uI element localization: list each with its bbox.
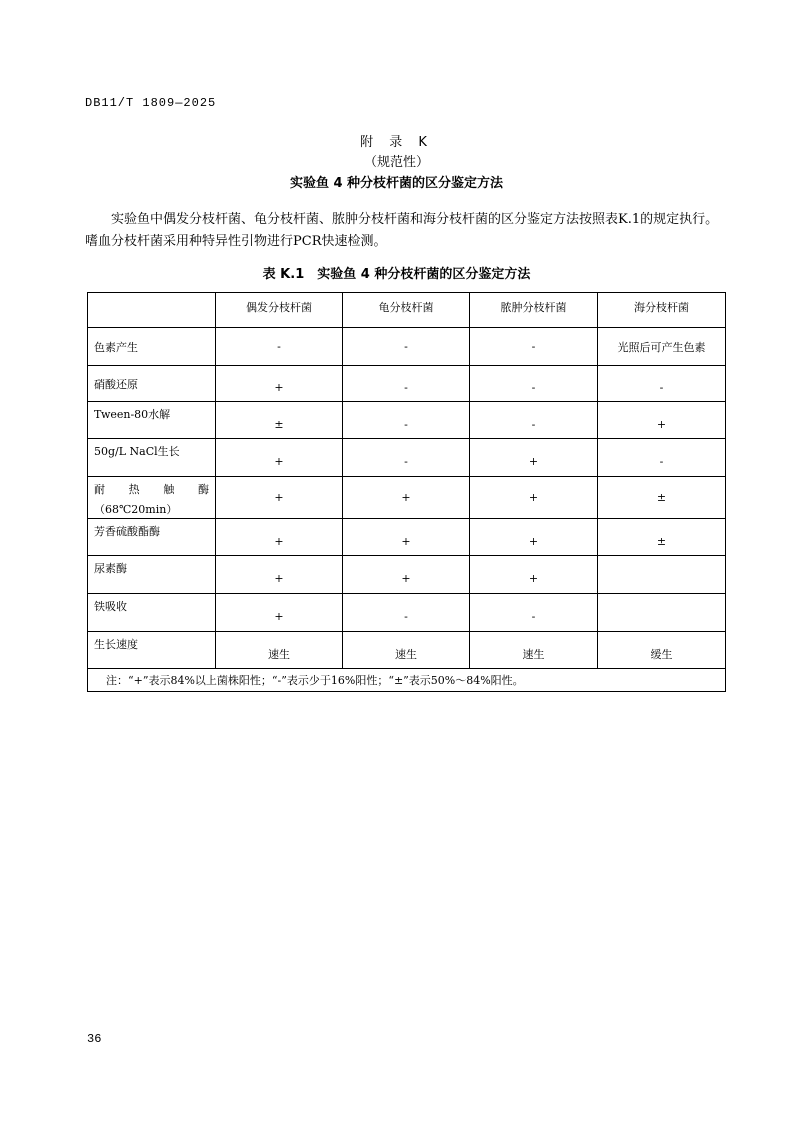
header-cell: 偶发分枝杆菌 — [216, 293, 343, 328]
table-note-row — [88, 669, 726, 692]
row-label: 色素产生 — [88, 328, 216, 366]
label-char: 触 — [163, 483, 175, 496]
appendix-type: （规范性） — [363, 155, 429, 170]
table-cell: + — [598, 402, 726, 439]
row-label: 芳香硫酸酯酶 — [88, 519, 216, 556]
table-cell: - — [470, 366, 598, 402]
table-row — [88, 594, 726, 632]
table-cell: ± — [216, 402, 343, 439]
body-paragraph: 实验鱼中偶发分枝杆菌、龟分枝杆菌、脓肿分枝杆菌和海分枝杆菌的区分鉴定方法按照表K.1的规定执行。嗜血分枝杆菌采用种特异性引物进行PCR快速检测。 — [85, 212, 719, 249]
table-cell: 缓生 — [598, 632, 726, 669]
page-number: 36 — [87, 1032, 102, 1046]
table-cell: 速生 — [216, 632, 343, 669]
table-row — [88, 328, 726, 366]
label-char: 热 — [128, 483, 140, 496]
table-cell: + — [216, 556, 343, 594]
row-label: 50g/L NaCl生长 — [88, 439, 216, 477]
table-cell: 速生 — [470, 632, 598, 669]
row-label: Tween-80水解 — [88, 402, 216, 439]
table-cell: + — [470, 519, 598, 556]
table-cell: - — [343, 594, 470, 632]
table-cell: - — [343, 402, 470, 439]
table-row — [88, 402, 726, 439]
table-row — [88, 519, 726, 556]
table-cell: - — [470, 328, 598, 366]
appendix-label: 附 录 K — [360, 135, 433, 150]
table-cell: - — [470, 402, 598, 439]
table-header-row — [88, 293, 726, 328]
table-cell: + — [216, 366, 343, 402]
label-char: 酶 — [197, 483, 209, 496]
table-cell: - — [470, 594, 598, 632]
label-char: 耐 — [94, 483, 105, 496]
header-cell: 海分枝杆菌 — [598, 293, 726, 328]
table-cell: - — [598, 439, 726, 477]
row-label — [88, 477, 216, 519]
table-row — [88, 439, 726, 477]
table-cell: - — [598, 366, 726, 402]
document-code: DB11/T 1809—2025 — [85, 96, 217, 110]
table-row — [88, 477, 726, 519]
table-cell: ± — [598, 519, 726, 556]
row-label-line2: （68℃20min） — [94, 503, 178, 516]
table-row — [88, 632, 726, 669]
table-cell: + — [216, 594, 343, 632]
table-cell: + — [216, 477, 343, 519]
header-cell-empty — [88, 293, 216, 328]
table-cell: + — [216, 519, 343, 556]
row-label-line1 — [94, 481, 209, 497]
table-cell: + — [470, 439, 598, 477]
table-cell: - — [216, 328, 343, 366]
table-cell: - — [343, 366, 470, 402]
table-cell: - — [343, 328, 470, 366]
table-caption: 表 K.1 实验鱼 4 种分枝杆菌的区分鉴定方法 — [262, 267, 531, 282]
table-cell: + — [343, 477, 470, 519]
table-cell: 速生 — [343, 632, 470, 669]
table-cell: + — [470, 477, 598, 519]
header-cell: 龟分枝杆菌 — [343, 293, 470, 328]
table-cell: ± — [598, 477, 726, 519]
table-note: 注：“+”表示84%以上菌株阳性；“-”表示少于16%阳性；“±”表示50%～84%阳性。 — [88, 669, 726, 692]
table-cell — [598, 594, 726, 632]
row-label: 铁吸收 — [88, 594, 216, 632]
table-cell: 光照后可产生色素 — [598, 328, 726, 366]
table-cell: + — [343, 519, 470, 556]
table-cell: - — [343, 439, 470, 477]
row-label: 生长速度 — [88, 632, 216, 669]
table-row — [88, 366, 726, 402]
table-row — [88, 556, 726, 594]
row-label: 尿素酶 — [88, 556, 216, 594]
table-cell: + — [470, 556, 598, 594]
header-cell: 脓肿分枝杆菌 — [470, 293, 598, 328]
row-label: 硝酸还原 — [88, 366, 216, 402]
table-cell: + — [343, 556, 470, 594]
appendix-title: 实验鱼 4 种分枝杆菌的区分鉴定方法 — [289, 176, 504, 191]
table-cell: + — [216, 439, 343, 477]
identification-table — [87, 292, 726, 692]
table-cell — [598, 556, 726, 594]
